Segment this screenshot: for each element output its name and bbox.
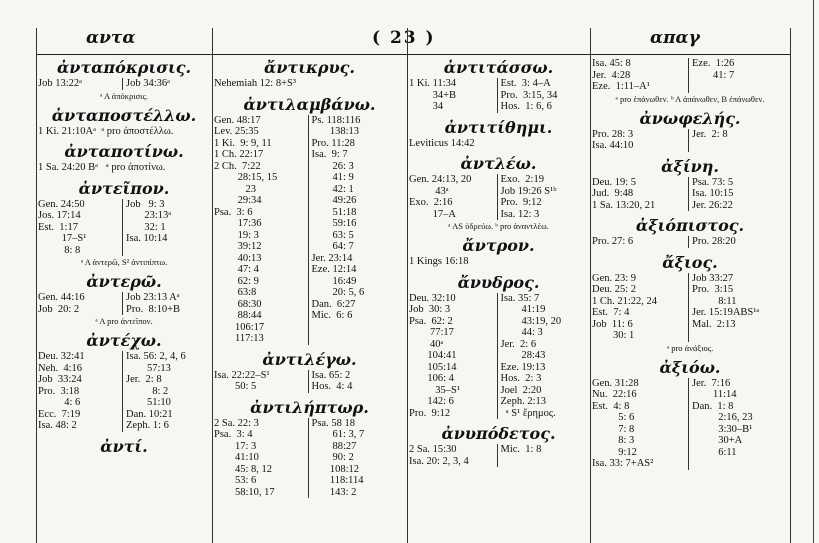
reference-column-left [592,58,688,93]
reference: Jud. 9:48 [592,188,634,199]
reference: 23:13ᵃ [126,210,172,221]
reference: 20: 5, 6 [311,287,365,298]
reference: Isa. 12: 3 [500,208,540,220]
reference: Hos. 2: 3 [500,373,542,384]
reference-column-right [308,418,406,499]
reference-table [409,444,588,467]
reference: Jer. 23:14 [311,252,353,264]
reference: Pro. 11:28 [311,137,355,149]
reference: Isa. 45: 8 [592,58,631,69]
reference-column-left [409,78,497,113]
reference: Hos. 4: 4 [311,381,353,392]
reference: Job 9: 3 [126,198,165,210]
reference-column-left [214,418,308,499]
reference: Deu. 19: 5 [592,176,637,188]
reference: Dan. 10:21 [126,408,173,420]
reference-column-left [38,199,122,257]
reference: 51:18 [311,206,357,218]
reference: 117:13 [214,333,264,344]
reference-column-right [122,351,210,432]
headword: ἀντιτάσσω. [443,58,554,77]
headword: ἀντιτίθημι. [444,117,553,137]
reference: Eze. 19:13 [500,361,546,373]
column-rule [407,28,408,543]
reference-table [38,199,210,257]
reference-column-left [409,444,497,467]
footnote: ᵃ A pro ἀντεῖπον. [95,316,153,326]
reference-column-left [214,370,308,393]
reference: 8: 8 [38,244,81,256]
reference-column-left [214,115,308,345]
reference: 26: 3 [311,160,354,172]
reference-line: Leviticus 14:42 [409,137,475,149]
headword: ἀντερῶ. [86,272,162,291]
reference: 2 Sa. 22: 3 [214,417,259,429]
reference: Job 30: 3 [409,304,451,315]
reference: Zeph. 2:13 [500,396,546,407]
reference: Psa. 3: 4 [214,429,253,440]
reference: Gen. 31:28 [592,377,639,389]
reference-column-left [38,351,122,432]
reference: 106: 4 [409,373,454,384]
reference: Lev. 25:35 [214,126,259,137]
reference: 34+B [409,89,457,101]
reference: 51:10 [126,397,171,408]
reference: 23 [214,183,256,195]
reference: Isa. 22:22–S¹ [214,369,270,381]
reference: 1 Ch. 22:17 [214,149,264,160]
footnote: ᵃ pro ἀνάξιος. [666,342,714,353]
reference-column-right [688,177,788,212]
reference: Isa. 44:10 [592,140,634,151]
reference: 50: 5 [214,381,257,392]
reference: Jer. 2: 8 [126,374,162,385]
reference: Mic. 6: 6 [311,310,353,321]
reference-column-left [592,236,688,248]
reference-line: 1 Ki. 21:10Aᵃ ᵃ pro ἀποστέλλω. [38,125,174,137]
reference: 77:17 [409,327,454,338]
reference: Psa. 62: 2 [409,315,453,327]
reference-column-right [688,273,788,342]
headword: ἀντέχω. [86,331,162,350]
reference: 108:12 [311,463,360,475]
reference: 40ᵃ [409,338,444,350]
column-3 [409,58,588,467]
reference-column-left [409,293,497,420]
reference-line: 1 Kings 16:18 [409,256,469,267]
reference: Dan. 6:27 [311,298,356,310]
reference: Est. 3: 4–A [500,78,551,89]
reference: Jer. 15:19ABS¹ᵃ [692,307,760,318]
reference: Pro. 3:15, 34 [500,89,558,101]
reference: 3:30–B¹ [692,423,753,435]
footnote: ᵃ A ἀντερῶ, S² ἀντιπίπτω. [80,257,168,267]
reference-table [592,129,788,152]
reference: 39:12 [214,241,262,252]
reference-table [592,177,788,212]
headword: ἄντικρυς. [264,58,355,77]
reference: 2 Sa. 15:30 [409,444,457,455]
reference: 104:41 [409,350,457,361]
reference: 5: 6 [592,412,635,423]
reference: Isa. 20: 2, 3, 4 [409,455,469,467]
reference: Gen. 24:13, 20 [409,174,472,185]
headword: ἄνυδρος. [457,272,540,292]
reference: 49:26 [311,195,357,206]
reference-column-left [38,78,122,90]
reference: Ps. 118:116 [311,114,361,126]
reference-column-right [688,58,788,93]
reference-table [592,236,788,248]
headword: ἀντεῖπον. [78,178,170,198]
reference-column-right [497,444,589,467]
reference: Job 13:22ᵃ [38,78,82,89]
reference: 41: 9 [311,172,354,183]
headword: ἀντιλήπτωρ. [250,397,369,417]
reference: 53: 6 [214,475,257,486]
reference: 61: 3, 7 [311,429,365,440]
reference-column-right [122,78,210,90]
reference: Jer. 4:28 [592,69,631,81]
column-rule [590,28,591,543]
reference: Psa. 73: 5 [692,176,734,188]
reference: Job 33:27 [692,272,734,284]
reference: Isa. 9: 7 [311,149,348,160]
reference: 6:11 [692,446,737,458]
reference-column-left [592,378,688,470]
reference: 8: 3 [592,435,635,446]
reference: Est. 4: 8 [592,400,630,412]
reference-table [38,351,210,432]
reference: Pro. 28: 3 [592,128,634,140]
reference: 45: 8, 12 [214,463,273,475]
reference: Job 23:13 Aᵃ [126,292,180,303]
footnote: ᵃ AS ὑδρεύω. ᵇ pro ἀναντλέω. [448,221,549,231]
reference-column-right [497,78,589,113]
reference: 2 Ch. 7:22 [214,160,261,172]
reference: Nu. 22:16 [592,389,637,400]
reference: 17: 3 [214,440,257,452]
reference: 1 Ch. 21:22, 24 [592,295,658,307]
reference: Pro. 9:12 [409,407,451,419]
reference-column-left [38,292,122,315]
reference: Jer. 2: 6 [500,338,537,350]
reference: Isa. 48: 2 [38,420,77,431]
reference: 2:16, 23 [692,412,753,423]
reference: 17–A [409,208,456,220]
reference: 7: 8 [592,423,635,435]
reference: Hos. 1: 6, 6 [500,101,552,112]
reference: Isa. 10:14 [126,233,168,244]
reference-table [214,370,405,393]
reference-column-right [688,378,788,470]
reference: 59:16 [311,218,357,229]
reference: Job 34:36ᵃ [126,78,170,89]
page-number: ( 23 ) [372,28,436,48]
reference: Pro. 9:12 [500,197,542,208]
reference: 44: 3 [500,327,543,338]
headword: ἀντί. [100,436,148,456]
reference: Deu. 32:41 [38,351,85,362]
reference: 19: 3 [214,229,259,241]
reference: 41:10 [214,452,259,463]
reference: 57:13 [126,362,171,374]
reference: Eze. 1:26 [692,58,735,69]
reference: Isa. 65: 2 [311,369,351,381]
reference: Exo. 2:16 [409,197,453,208]
reference: Est. 7: 4 [592,307,630,318]
reference: 42: 1 [311,183,354,195]
reference: Isa. 35: 7 [500,292,540,304]
reference: 40:13 [214,252,262,264]
reference: Pro. 3:15 [692,284,734,295]
reference-column-right [688,236,788,248]
reference: Job 20: 2 [38,303,80,315]
reference: Deu. 25: 2 [592,284,637,295]
reference: 43:19, 20 [500,315,562,327]
headword: ἀντιλαμβάνω. [243,94,376,114]
reference: Mic. 1: 8 [500,444,542,455]
reference: 32: 1 [126,221,166,233]
reference-column-right [497,174,589,220]
reference: Deu. 32:10 [409,292,456,304]
running-head-left: αντα [86,28,136,48]
reference: 106:17 [214,321,265,333]
reference: Pro. 8:10+B [126,303,181,315]
reference-column-right [497,293,589,420]
reference: Gen. 24:50 [38,198,85,210]
headword: ἄξιος. [662,252,718,272]
column-rule [36,28,37,543]
running-head-right: απαγ [650,28,700,48]
column-4 [592,58,788,470]
reference: Psa. 3: 6 [214,206,253,218]
headword: ἀξίνη. [661,156,719,176]
reference-column-left [592,273,688,342]
headword: ἄντρον. [462,236,535,255]
reference-table [214,115,405,345]
reference: 138:13 [311,126,360,137]
reference: 142: 6 [409,396,454,407]
reference-column-right [308,115,406,345]
reference: 30+A [692,435,743,446]
column-1 [38,58,210,457]
reference: 88:44 [214,310,262,321]
reference-column-right [122,292,210,315]
reference: Neh. 4:16 [38,362,83,374]
reference: Isa. 56: 2, 4, 6 [126,351,186,362]
reference: Jer. 7:16 [692,377,731,389]
reference: 29:34 [214,195,262,206]
reference: Isa. 33: 7+AS² [592,458,654,469]
reference-column-right [308,370,406,393]
reference: 62: 9 [214,275,259,287]
reference: 88:27 [311,440,357,452]
reference: 28:15, 15 [214,172,278,183]
reference-line: Nehemiah 12: 8+S³ [214,78,296,89]
reference: Zeph. 1: 6 [126,420,169,431]
reference: Eze. 1:11–A¹ [592,81,650,92]
reference: 90: 2 [311,452,354,463]
reference: 16:49 [311,275,357,287]
reference: Jos. 17:14 [38,210,81,221]
reference: 1 Sa. 13:20, 21 [592,199,656,211]
reference-table [409,293,588,420]
reference: Mal. 2:13 [692,318,736,330]
reference: 1 Ki. 9: 9, 11 [214,137,272,149]
headword: ἀνταποτίνω. [64,142,184,161]
reference-column-left [592,177,688,212]
reference: Est. 1:17 [38,221,78,233]
headword: ἀντιλέγω. [262,349,357,369]
reference: 63: 5 [311,229,354,241]
reference: 1 Ki. 11:34 [409,78,457,89]
reference-table [214,418,405,499]
reference: 43ᵃ [409,185,449,197]
column-rule [212,28,213,543]
reference: 47: 4 [214,264,259,275]
reference: 11:14 [692,389,737,400]
reference-table [409,78,588,113]
reference: Ecc. 7:19 [38,408,81,420]
reference: 9:12 [592,446,637,458]
reference: Gen. 44:16 [38,292,85,303]
headword: ἀνωφελής. [639,108,741,128]
reference: 41: 7 [692,69,735,81]
headword: ἀνυπόδετος. [441,424,556,443]
reference: Dan. 1: 8 [692,400,734,412]
reference: 105:14 [409,361,457,373]
reference: Pro. 3:18 [38,385,80,397]
headword: ἀνταποστέλλω. [51,105,197,125]
reference: 34 [409,101,444,112]
reference: Exo. 2:19 [500,174,544,185]
reference-table [592,273,788,342]
reference: 118:114 [311,475,364,486]
headword: ἀνταπόκρισις. [56,58,192,77]
reference-table [38,78,210,90]
reference-table [592,58,788,93]
reference: Joel 2:20 [500,384,542,396]
headword: ἀξιόω. [659,357,721,377]
reference-column-left [409,174,497,220]
footnote: ᵃ A ἀπόκρισις. [100,90,148,101]
reference-table [592,378,788,470]
reference: Jer. 26:22 [692,199,733,211]
reference: Gen. 23: 9 [592,272,637,284]
reference-table [38,292,210,315]
column-rule [790,28,791,543]
reference-table [409,174,588,220]
reference: Eze. 12:14 [311,264,357,275]
headword: ἀντλέω. [460,154,537,173]
reference: Isa. 10:15 [692,188,734,199]
column-2 [214,58,405,498]
reference: 8: 2 [126,385,169,397]
reference: Job 19:26 S¹ᵇ [500,185,557,197]
reference-column-left [592,129,688,152]
headword: ἀξιόπιστος. [635,216,745,235]
reference-column-right [122,199,210,257]
reference: Pro. 27: 6 [592,236,634,247]
reference: 17–S¹ [38,233,87,244]
reference: 58:10, 17 [214,486,275,498]
reference: Pro. 28:20 [692,236,736,247]
reference: 64: 7 [311,241,354,252]
reference: Job 33:24 [38,374,82,385]
reference: 17:36 [214,218,262,229]
footnote: ᵃ pro ἐπάνωθεν. ᵇ A ἀπάνωθεν, B ἐπάνωθεν. [615,93,765,104]
reference: 63:8 [214,287,257,298]
reference: Jer. 2: 8 [692,128,728,140]
header-rule [36,54,791,55]
reference: 28:43 [500,350,546,361]
reference: ᵃ S¹ ἔρημος. [500,407,556,419]
reference: 30: 1 [592,330,635,341]
reference: 143: 2 [311,486,357,498]
reference: 35–S¹ [409,384,460,396]
page-edge [813,0,814,543]
reference: Gen. 48:17 [214,114,261,126]
reference: 4: 6 [38,397,81,408]
reference: 68:30 [214,298,262,310]
reference-column-right [688,129,788,152]
reference: Psa. 58 18 [311,417,355,429]
reference-line: 1 Sa. 24:20 Bᵃ ᵃ pro ἀποτίνω. [38,162,166,173]
reference: Job 11: 6 [592,318,633,330]
reference: 41:19 [500,304,546,315]
reference: 8:11 [692,295,737,307]
